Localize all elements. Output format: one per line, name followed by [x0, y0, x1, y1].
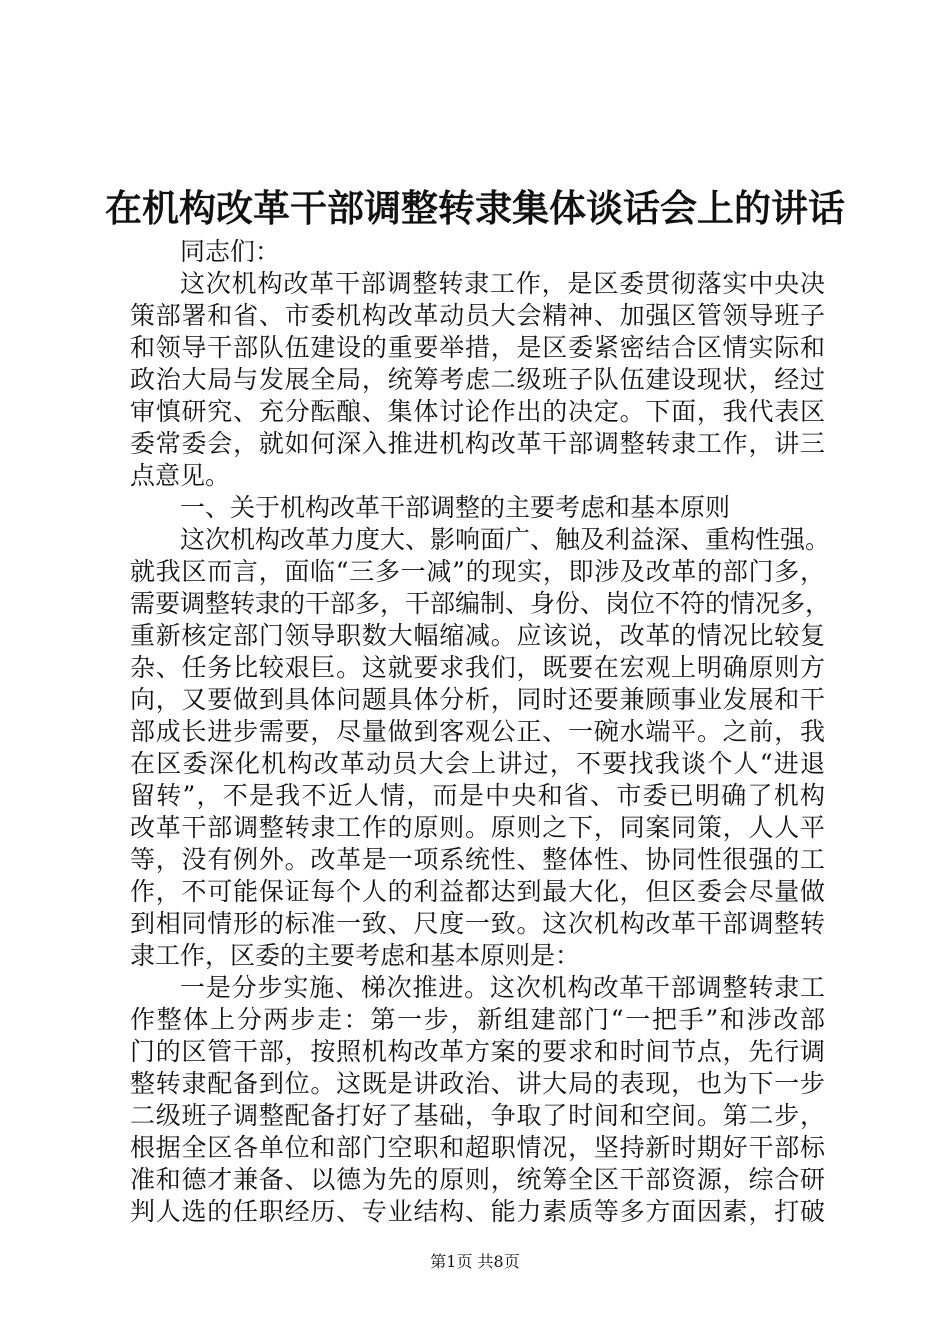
body-line: 到相同情形的标准一致、尺度一致。这次机构改革干部调整转 [130, 909, 825, 938]
body-line: 重新核定部门领导职数大幅缩减。应该说，改革的情况比较复 [130, 621, 825, 650]
body-line: 在区委深化机构改革动员大会上讲过，不要找我谈个人“进退 [130, 749, 825, 778]
body-line: 一是分步实施、梯次推进。这次机构改革干部调整转隶工 [180, 973, 825, 1002]
document-title: 在机构改革干部调整转隶集体谈话会上的讲话 [105, 186, 845, 230]
body-line: 改革干部调整转隶工作的原则。原则之下，同案同策，人人平 [130, 813, 825, 842]
body-line: 政治大局与发展全局，统筹考虑二级班子队伍建设现状，经过 [130, 365, 825, 394]
body-line: 同志们： [180, 237, 281, 266]
body-line: 二级班子调整配备打好了基础，争取了时间和空间。第二步， [130, 1101, 825, 1130]
body-line: 向，又要做到具体问题具体分析，同时还要兼顾事业发展和干 [130, 685, 825, 714]
body-line: 准和德才兼备、以德为先的原则，统筹全区干部资源，综合研 [130, 1165, 825, 1194]
body-line: 需要调整转隶的干部多，干部编制、身份、岗位不符的情况多， [130, 589, 831, 618]
document-body [130, 236, 831, 1228]
body-line: 作，不可能保证每个人的利益都达到最大化，但区委会尽量做 [130, 877, 825, 906]
body-line: 作整体上分两步走：第一步，新组建部门“一把手”和涉改部 [130, 1005, 825, 1034]
body-line: 隶工作，区委的主要考虑和基本原则是： [130, 941, 581, 970]
body-line: 杂、任务比较艰巨。这就要求我们，既要在宏观上明确原则方 [130, 653, 825, 682]
body-line: 策部署和省、市委机构改革动员大会精神、加强区管领导班子 [130, 301, 825, 330]
page-footer: 第1页 共8页 [430, 1252, 520, 1271]
body-line: 审慎研究、充分酝酿、集体讨论作出的决定。下面，我代表区 [130, 397, 825, 426]
body-line: 等，没有例外。改革是一项系统性、整体性、协同性很强的工 [130, 845, 825, 874]
body-line: 一、关于机构改革干部调整的主要考虑和基本原则 [180, 493, 731, 522]
body-line: 和领导干部队伍建设的重要举措，是区委紧密结合区情实际和 [130, 333, 825, 362]
body-line: 委常委会，就如何深入推进机构改革干部调整转隶工作，讲三 [130, 429, 825, 458]
body-line: 留转”，不是我不近人情，而是中央和省、市委已明确了机构 [130, 781, 825, 810]
body-line: 根据全区各单位和部门空职和超职情况，坚持新时期好干部标 [130, 1133, 825, 1162]
body-line: 这次机构改革力度大、影响面广、触及利益深、重构性强。 [180, 525, 831, 554]
body-line: 就我区而言，面临“三多一减”的现实，即涉及改革的部门多， [130, 557, 825, 586]
body-line: 整转隶配备到位。这既是讲政治、讲大局的表现，也为下一步 [130, 1069, 825, 1098]
body-line: 门的区管干部，按照机构改革方案的要求和时间节点，先行调 [130, 1037, 825, 1066]
body-line: 点意见。 [130, 461, 231, 490]
body-line: 这次机构改革干部调整转隶工作，是区委贯彻落实中央决 [180, 269, 825, 298]
body-line: 判人选的任职经历、专业结构、能力素质等多方面因素，打破 [130, 1197, 825, 1226]
body-line: 部成长进步需要，尽量做到客观公正、一碗水端平。之前，我 [130, 717, 825, 746]
